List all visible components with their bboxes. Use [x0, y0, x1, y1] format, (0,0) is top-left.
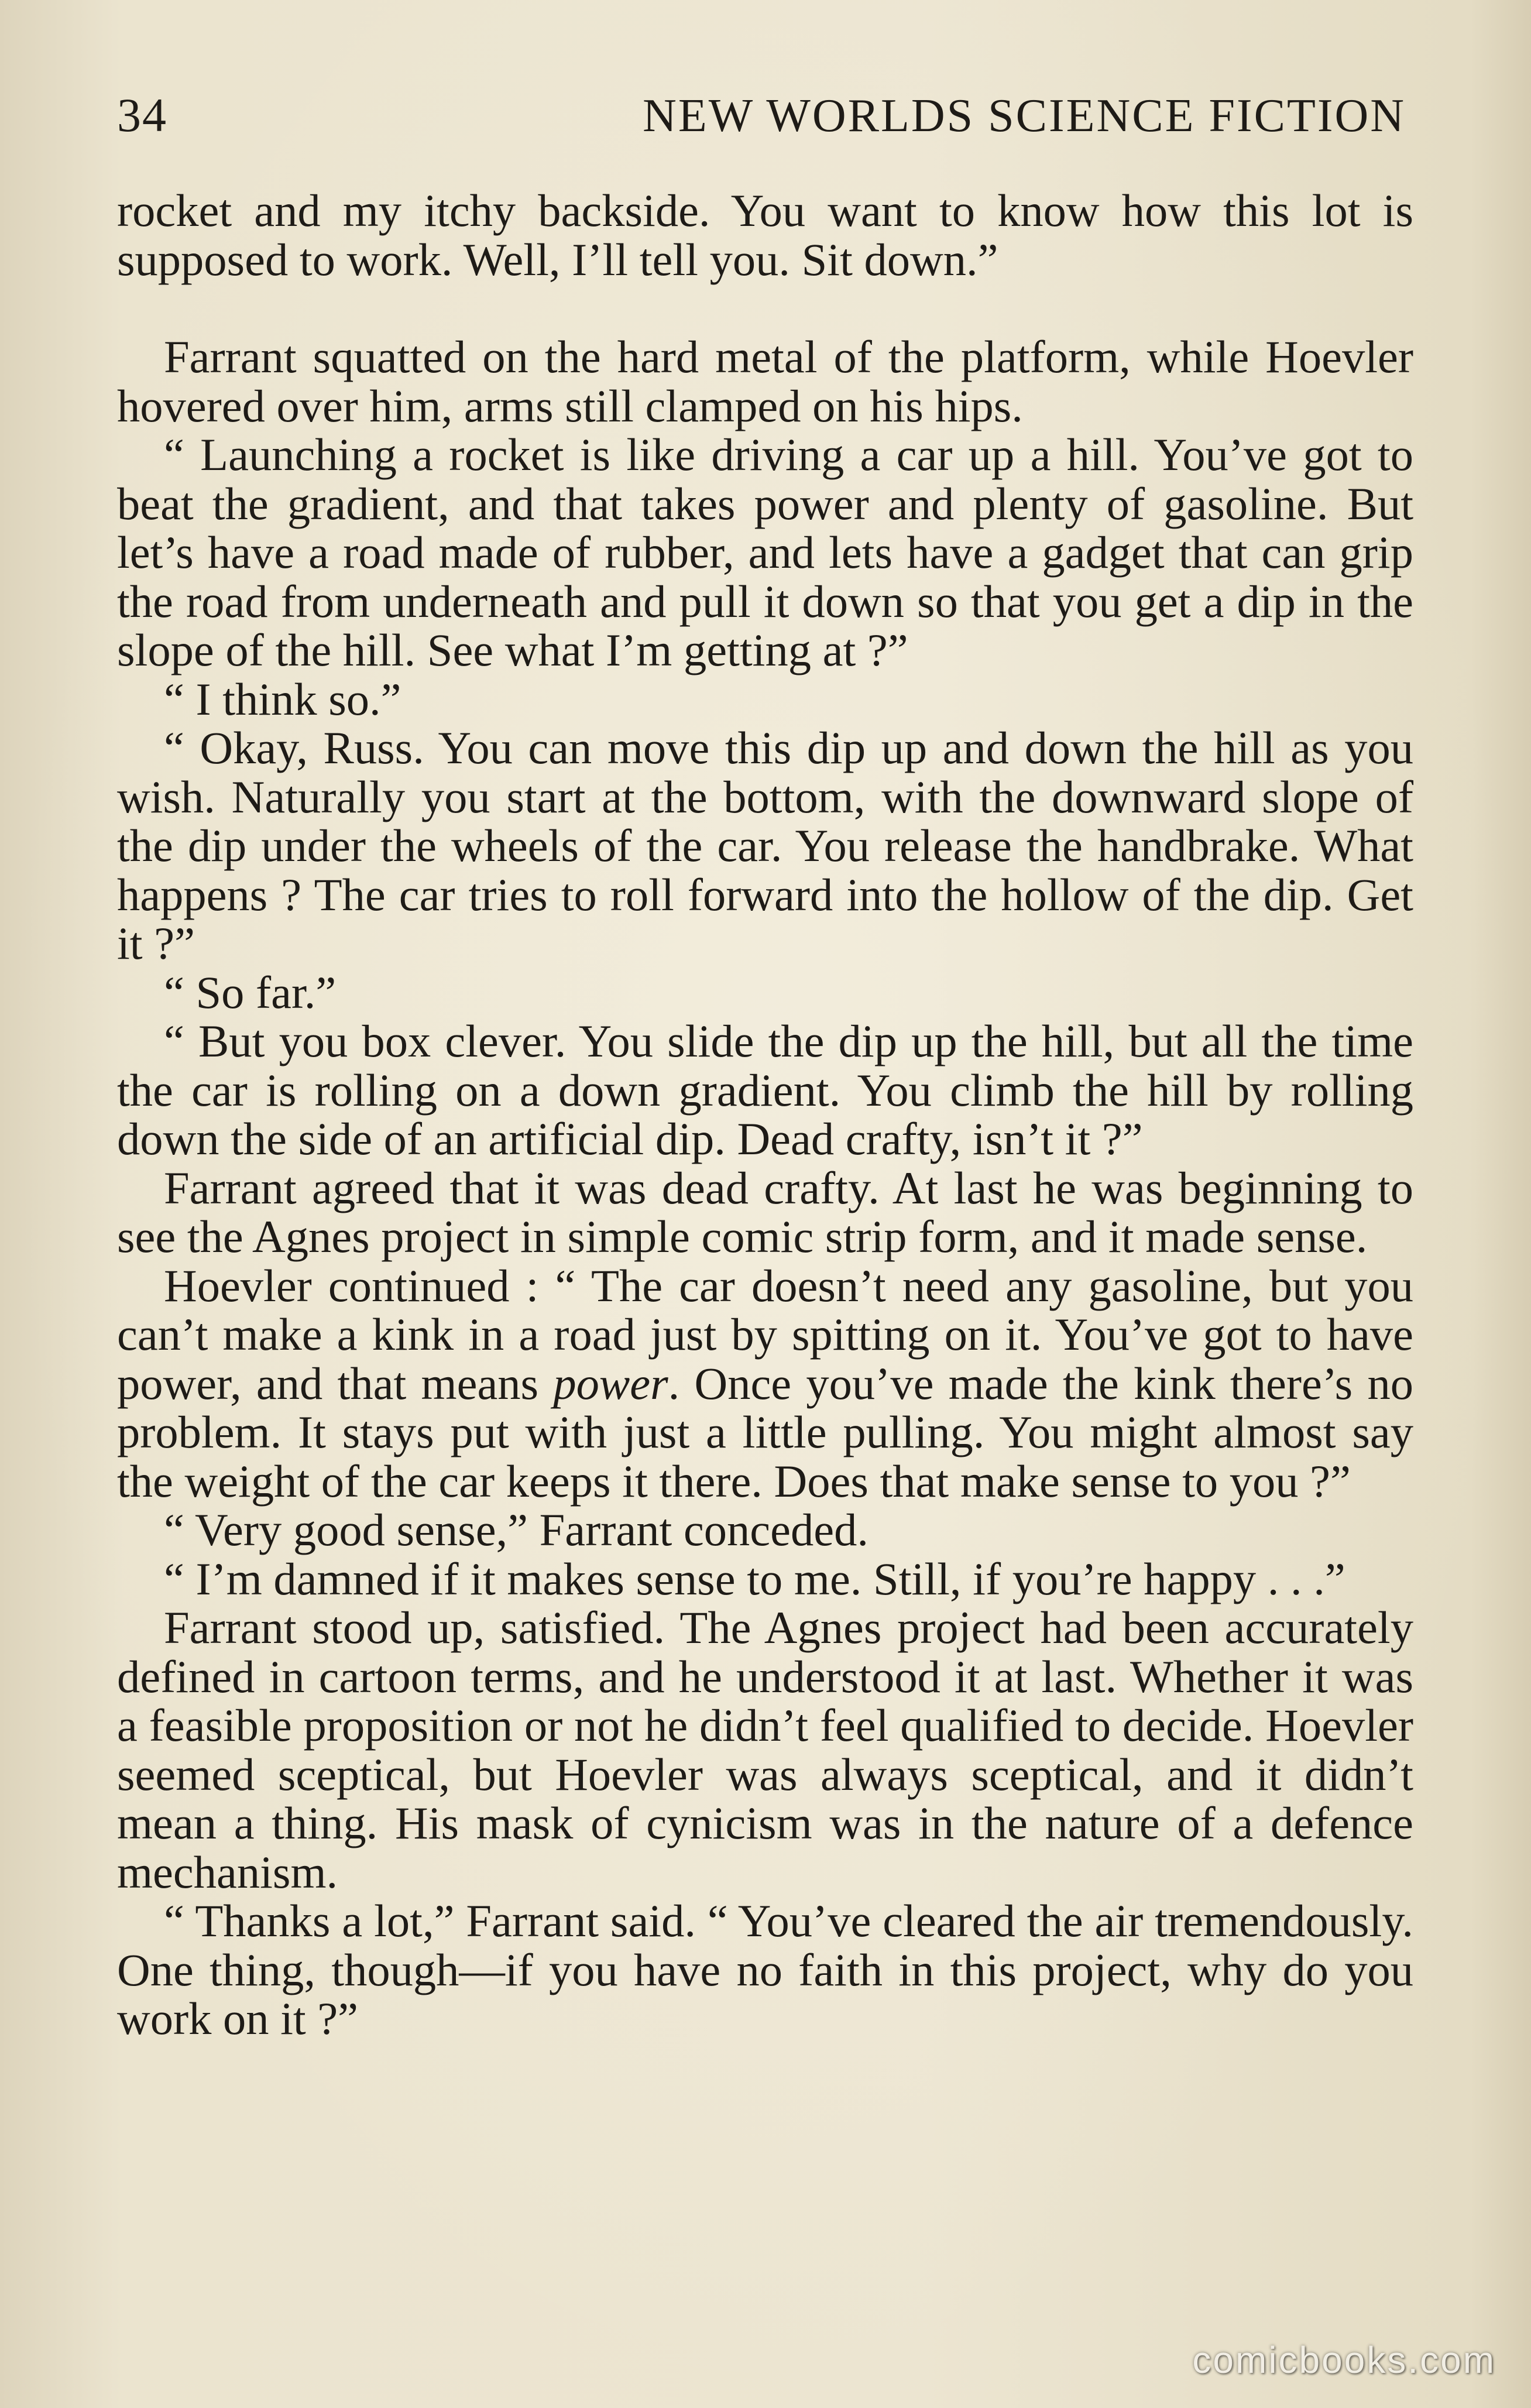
- paragraph-9-after: . Once you’ve made the kink there’s no problem. It stays put with just a little pulling. You might almost say the weight of the car keeps it there. Does that make sense to you ?”: [117, 1357, 1413, 1507]
- running-header: [117, 88, 1406, 152]
- paragraph-2: Farrant squatted on the hard metal of the platform, while Hoevler hovered over him, arms still clamped on his hips.: [117, 331, 1413, 431]
- paragraph-6: “ So far.”: [164, 966, 337, 1018]
- paragraph-7: “ But you box clever. You slide the dip up the hill, but all the time the car is rolling on a down gradient. You climb the hill by rolling down the side of an artificial dip. Dead crafty, isn’t it ?”: [117, 1016, 1413, 1164]
- paragraph-1: rocket and my itchy backside. You want to know how this lot is supposed to work. Well, I’ll tell you. Sit down.”: [117, 185, 1413, 285]
- paragraph-11: “ I’m damned if it makes sense to me. Still, if you’re happy . . .”: [164, 1553, 1345, 1604]
- paragraph-4: “ I think so.”: [164, 673, 401, 725]
- watermark: comicbooks.com: [1192, 2339, 1496, 2381]
- paragraph-12: Farrant stood up, satisfied. The Agnes project had been accurately defined in cartoon terms, and he understood it at last. Whether it was a feasible proposition or not he didn’t feel qualified to decide. Hoevler seemed sceptical, but Hoevler was always sceptical, and it didn’t mean a thing. His mask of cynicism was in the nature of a defence mechanism.: [117, 1602, 1413, 1898]
- emphasis-power: power: [553, 1357, 668, 1409]
- paragraph-9: [117, 1261, 1413, 1506]
- magazine-title: NEW WORLDS SCIENCE FICTION: [643, 90, 1406, 142]
- paragraph-5: “ Okay, Russ. You can move this dip up and down the hill as you wish. Naturally you start at the bottom, with the downward slope of the dip under the wheels of the car. You release the handbrake. What happens ? The car tries to roll forward into the hollow of the dip. Get it ?”: [117, 722, 1413, 969]
- paragraph-3: “ Launching a rocket is like driving a car up a hill. You’ve got to beat the gradient, and that takes power and plenty of gasoline. But let’s have a road made of rubber, and lets have a gadget that can grip the road from underneath and pull it down so that you get a dip in the slope of the hill. See what I’m getting at ?”: [117, 429, 1413, 675]
- body-text: [117, 186, 1413, 2043]
- paragraph-13: “ Thanks a lot,” Farrant said. “ You’ve cleared the air tremendously. One thing, though—if you have no faith in this project, why do you work on it ?”: [117, 1895, 1413, 2044]
- paragraph-10: “ Very good sense,” Farrant conceded.: [164, 1504, 869, 1555]
- paragraph-9-before: Hoevler continued : “ The car doesn’t need any gasoline, but you can’t make a kink in a road just by spitting on it. You’ve got to have power, and that means: [117, 1260, 1413, 1409]
- paragraph-8: Farrant agreed that it was dead crafty. At last he was beginning to see the Agnes project in simple comic strip form, and it made sense.: [117, 1162, 1413, 1262]
- page-number: 34: [117, 88, 167, 142]
